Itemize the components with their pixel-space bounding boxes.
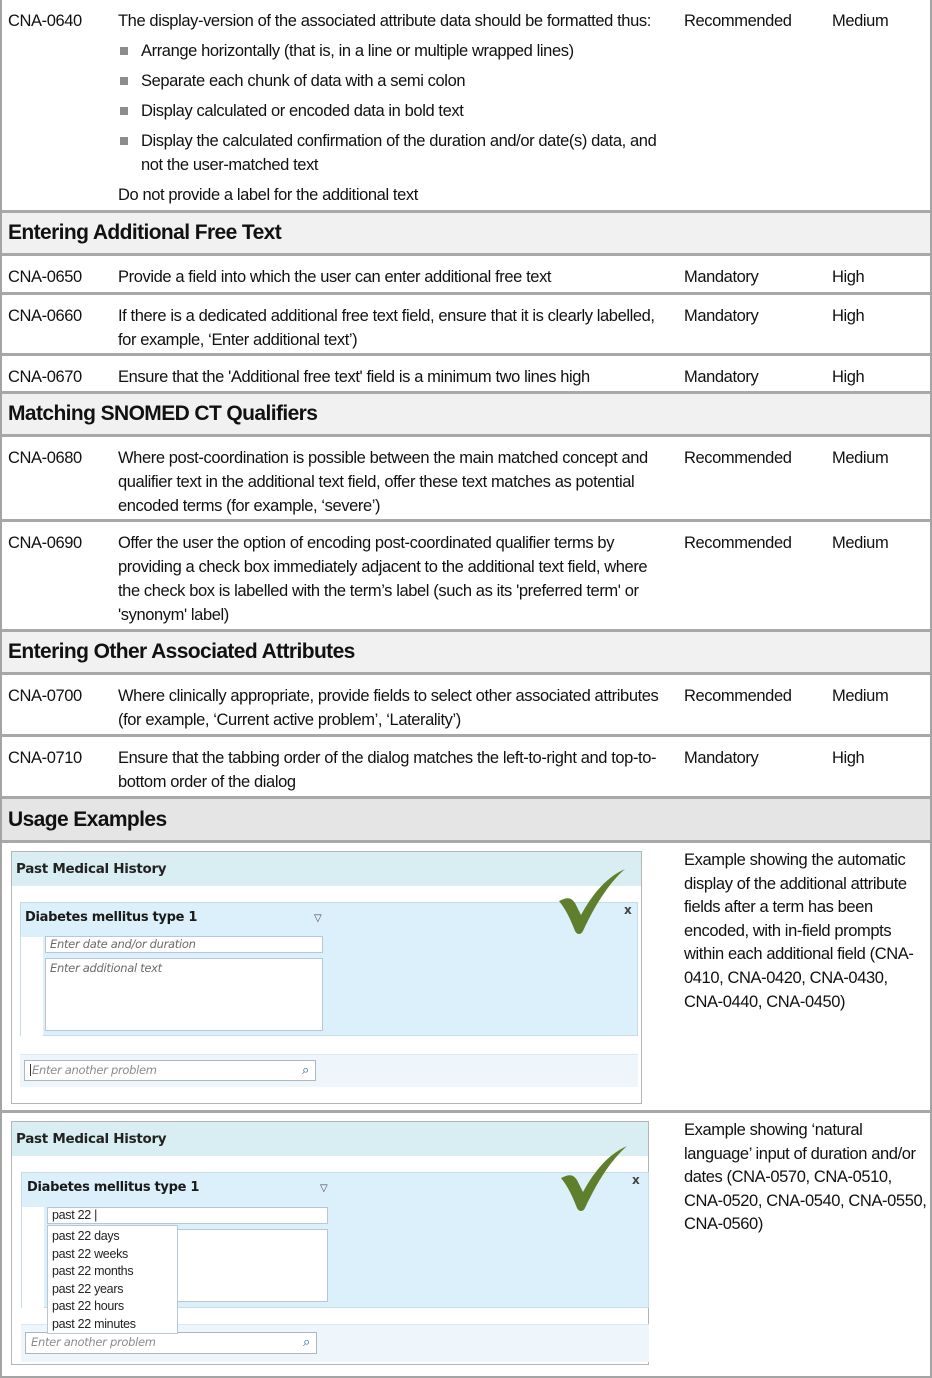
table-row [2,437,930,522]
problem-name: Diabetes mellitus type 1 [27,1180,200,1195]
suggestion-dropdown [47,1225,178,1334]
bullet-item: Arrange horizontally (that is, in a line or multiple wrapped lines) [118,39,668,63]
section-header [2,394,930,437]
panel-title: Past Medical History [12,1122,648,1156]
priority: Medium [832,12,889,30]
requirement-id: CNA-0700 [8,687,82,705]
search-icon[interactable]: ⌕ [303,1335,310,1350]
table-row [2,522,930,632]
section-header [2,213,930,256]
bullet-item: Separate each chunk of data with a semi colon [118,69,668,93]
bullet-list [118,39,668,177]
example-row [2,1113,930,1375]
text-caret [30,1064,31,1076]
section-title: Matching SNOMED CT Qualifiers [8,402,318,425]
requirement-note: Do not provide a label for the additional text [118,186,418,204]
priority: Medium [832,449,889,467]
date-duration-input[interactable]: Enter date and/or duration [45,936,323,953]
search-placeholder: Enter another problem [32,1063,157,1077]
additional-text-input[interactable]: Enter additional text [45,958,323,1031]
checkmark-icon [559,1144,631,1212]
requirement-id: CNA-0650 [8,268,82,286]
requirement-id: CNA-0640 [8,12,82,30]
priority: High [832,368,865,386]
indent-gap [21,937,43,1036]
close-icon[interactable]: x [624,903,632,917]
expand-triangle-icon[interactable]: ▽ [320,1183,328,1194]
example-screenshot [11,851,642,1104]
priority: High [832,307,865,325]
suggestion-option[interactable]: past 22 hours [52,1299,124,1313]
requirement-id: CNA-0670 [8,368,82,386]
obligation: Recommended [684,534,792,552]
suggestion-option[interactable]: past 22 years [52,1281,124,1296]
requirement-text: Ensure that the tabbing order of the dialog matches the left-to-right and top-to-bottom order of the dialog [118,749,657,791]
problem-name: Diabetes mellitus type 1 [25,910,198,925]
example-row [2,843,930,1113]
requirement-text: Where post-coordination is possible between the main matched concept and qualifier text in the additional text field, offer these text matches as potential encoded terms (for example, ‘severe’) [118,449,648,515]
priority: Medium [832,534,889,552]
requirement-text: Ensure that the 'Additional free text' field is a minimum two lines high [118,368,590,386]
requirement-id: CNA-0710 [8,749,82,767]
bullet-item: Display the calculated confirmation of the duration and/or date(s) data, and not the user-matched text [118,129,666,177]
priority: High [832,749,865,767]
another-problem-search-input[interactable] [25,1332,317,1354]
suggestion-option[interactable]: past 22 days [52,1229,120,1243]
search-placeholder: Enter another problem [31,1335,156,1349]
table-row [2,256,930,295]
suggestion-option[interactable]: past 22 minutes [52,1316,136,1331]
bullet-item: Display calculated or encoded data in bold text [118,99,668,123]
requirement-text: If there is a dedicated additional free text field, ensure that it is clearly labelled, for example, ‘Enter additional text’) [118,307,655,349]
requirement-text: Offer the user the option of encoding post-coordinated qualifier terms by providing a check box immediately adjacent to the additional text field, where the check box is labelled with the term’s label (such as its 'preferred term' or 'synonym' label) [118,534,648,624]
suggestion-option[interactable]: past 22 weeks [52,1246,129,1261]
requirement-intro: The display-version of the associated attribute data should be formatted thus: [118,12,651,30]
priority: Medium [832,687,889,705]
table-row [2,737,930,799]
search-icon[interactable]: ⌕ [302,1063,309,1078]
example-screenshot [11,1121,649,1365]
indent-gap [22,1207,44,1308]
another-problem-search-input[interactable] [24,1060,316,1081]
obligation: Recommended [684,687,792,705]
requirement-text: Provide a field into which the user can enter additional free text [118,268,552,286]
requirement-id: CNA-0660 [8,307,82,325]
section-header [2,632,930,675]
section-title: Entering Other Associated Attributes [8,640,355,663]
obligation: Mandatory [684,268,759,286]
obligation: Recommended [684,12,792,30]
panel-title: Past Medical History [12,852,641,886]
section-title: Usage Examples [8,808,167,831]
example-caption: Example showing ‘natural language’ input of duration and/or dates (CNA-0570, CNA-0510, CNA-0520, CNA-0540, CNA-0550, CNA-0560) [684,1121,927,1234]
section-title: Entering Additional Free Text [8,221,282,244]
obligation: Recommended [684,449,792,467]
table-row [2,295,930,356]
priority: High [832,268,865,286]
obligation: Mandatory [684,749,759,767]
table-row [2,0,930,213]
obligation: Mandatory [684,368,759,386]
example-caption: Example showing the automatic display of the additional attribute fields after a term has been encoded, with in-field prompts within each additional field (CNA-0410, CNA-0420, CNA-0430, CNA-0440, CNA-0450) [684,851,914,1011]
section-header [2,799,930,843]
expand-triangle-icon[interactable]: ▽ [314,913,322,924]
checkmark-icon [557,867,632,935]
suggestion-option[interactable]: past 22 months [52,1264,134,1278]
requirement-text: Where clinically appropriate, provide fields to select other associated attributes (for example, ‘Current active problem’, ‘Laterality’) [118,687,659,729]
requirement-id: CNA-0690 [8,534,82,552]
requirement-id: CNA-0680 [8,449,82,467]
table-row [2,675,930,737]
obligation: Mandatory [684,307,759,325]
table-row [2,356,930,394]
close-icon[interactable]: x [632,1173,640,1187]
requirement-text [118,9,668,207]
date-duration-input[interactable]: past 22 | [47,1207,328,1224]
